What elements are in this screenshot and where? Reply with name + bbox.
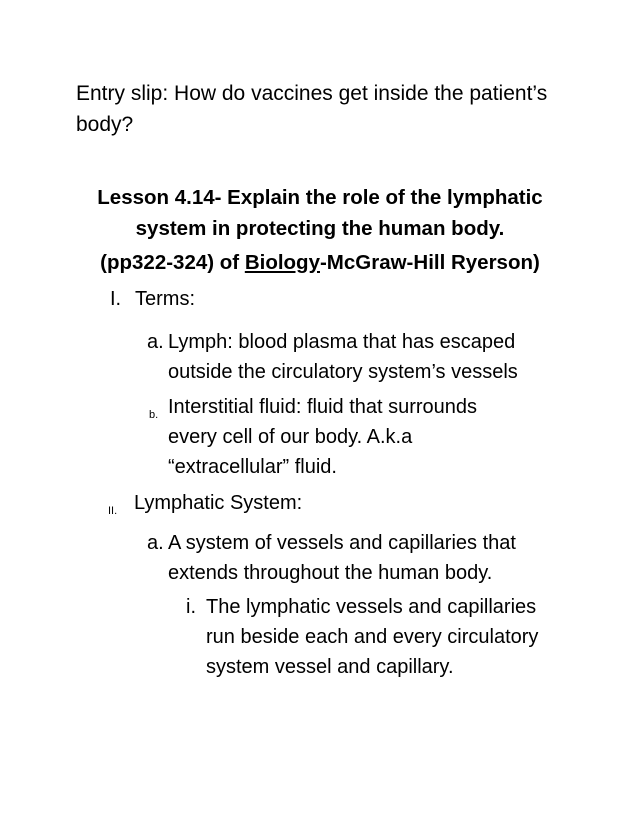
- section-lymphatic-label: Lymphatic System:: [134, 492, 303, 514]
- term-lymph-line-1: Lymph: blood plasma that has escaped: [168, 331, 516, 353]
- system-item-a-marker: a.: [147, 532, 164, 554]
- system-subitem-i-line-1: The lymphatic vessels and capillaries: [206, 596, 537, 618]
- lesson-title-line-1: Lesson 4.14- Explain the role of the lymphatic: [97, 186, 543, 209]
- section-terms-label: Terms:: [135, 288, 195, 310]
- term-interstitial-marker: b.: [149, 409, 159, 421]
- term-interstitial-line-2: every cell of our body. A.k.a: [168, 426, 413, 448]
- term-interstitial-line-1: Interstitial fluid: fluid that surrounds: [168, 396, 478, 418]
- system-subitem-i-marker: i.: [186, 596, 196, 618]
- entry-slip-line-2: body?: [76, 113, 134, 136]
- entry-slip: [76, 78, 576, 140]
- lesson-reference: [60, 247, 580, 278]
- entry-slip-line-1: Entry slip: How do vaccines get inside the patient’s: [76, 82, 548, 105]
- lesson-title: [60, 182, 580, 244]
- section-lymphatic-marker: II.: [108, 505, 118, 517]
- system-subitem-i-line-3: system vessel and capillary.: [206, 656, 454, 678]
- reference-book-title: Biology: [244, 251, 320, 274]
- system-subitem-i-line-2: run beside each and every circulatory: [206, 626, 539, 648]
- lesson-title-line-2: system in protecting the human body.: [135, 217, 505, 240]
- reference-pages: (pp322-324) of: [100, 251, 245, 274]
- reference-publisher: -McGraw-Hill Ryerson): [319, 251, 540, 274]
- system-item-a-line-2: extends throughout the human body.: [168, 562, 493, 584]
- term-interstitial-line-3: “extracellular” fluid.: [168, 456, 337, 478]
- term-lymph-marker: a.: [147, 331, 164, 353]
- system-item-a-line-1: A system of vessels and capillaries that: [168, 532, 516, 554]
- term-lymph-line-2: outside the circulatory system’s vessels: [168, 361, 518, 383]
- section-terms-marker: I.: [110, 288, 122, 310]
